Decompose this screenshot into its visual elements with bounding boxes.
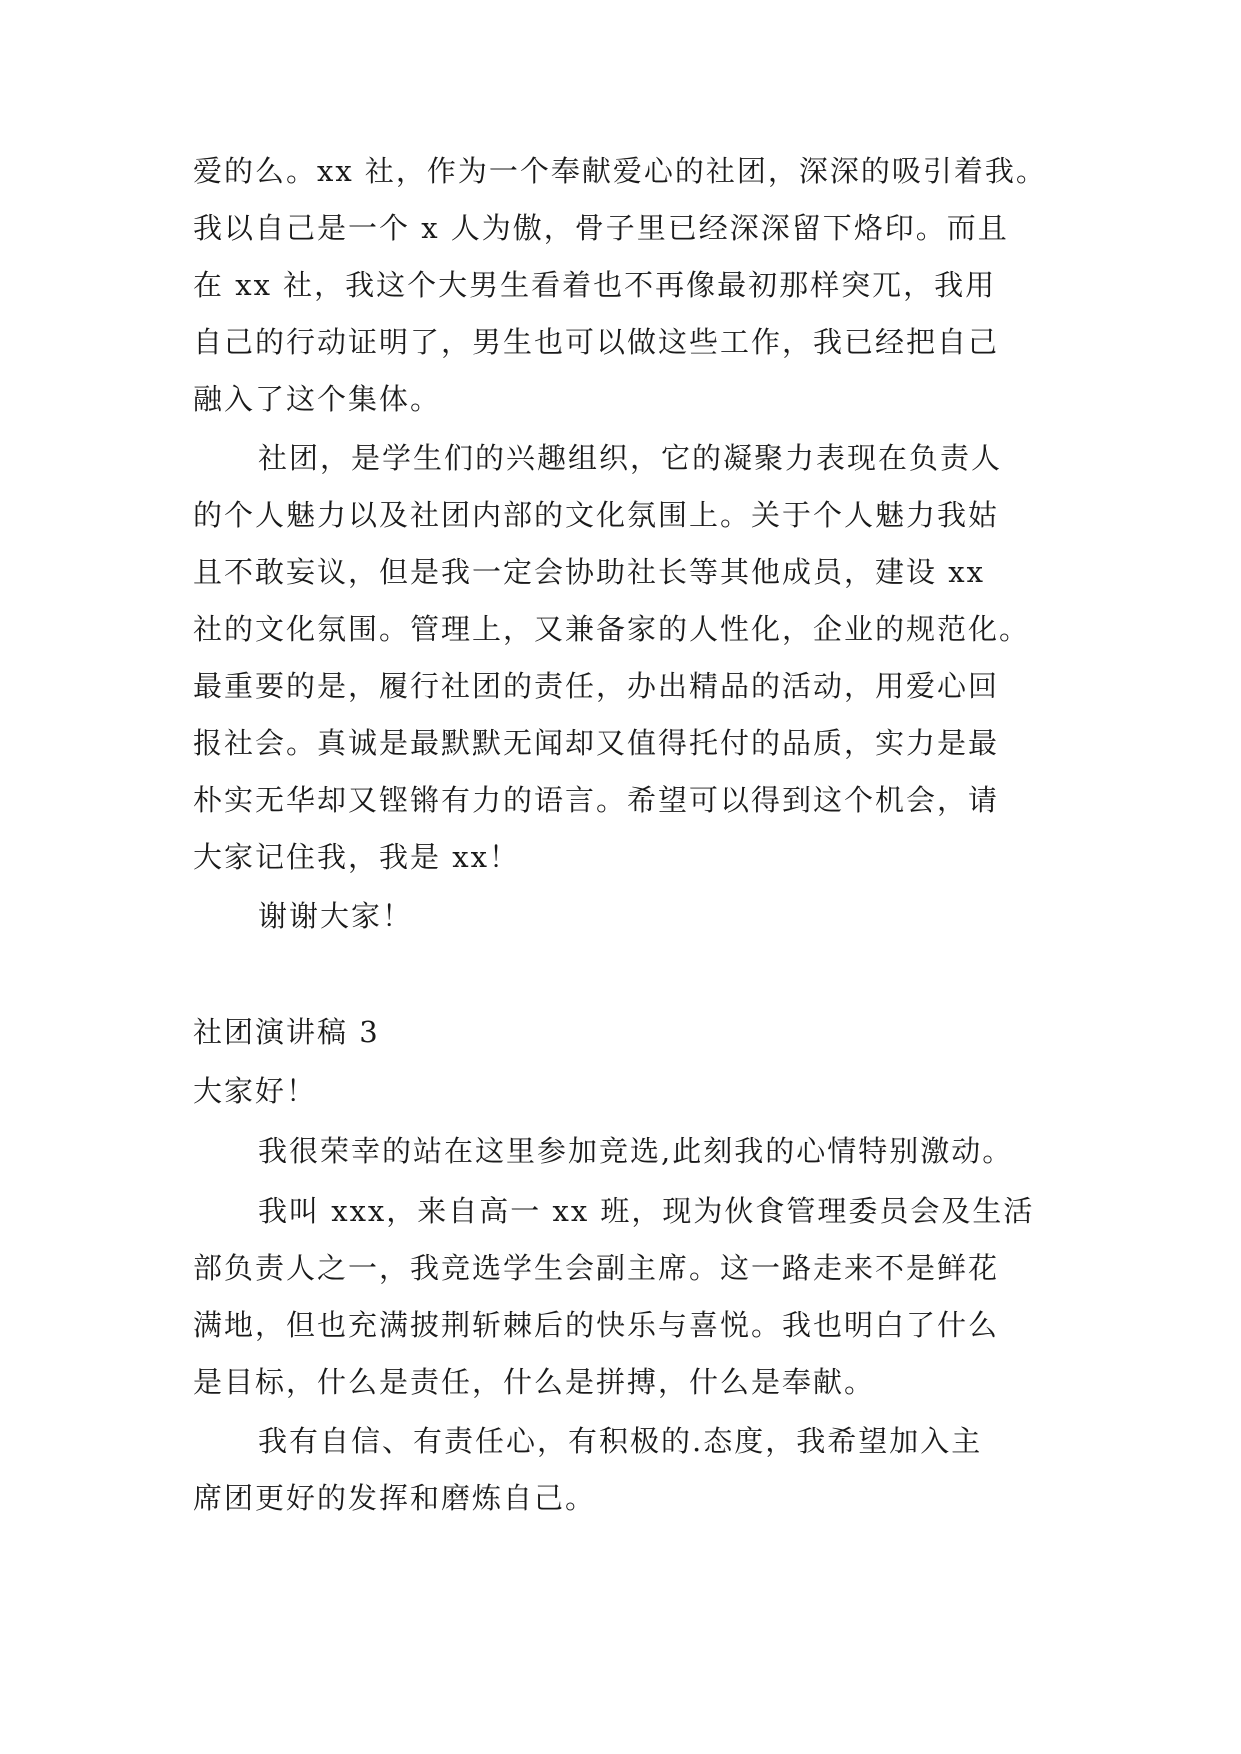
text-line: 在 xx 社，我这个大男生看着也不再像最初那样突兀，我用: [193, 268, 997, 302]
text-line: 社的文化氛围。管理上，又兼备家的人性化，企业的规范化。: [193, 612, 1031, 646]
paragraph-first-line: 我叫 xxx，来自高一 xx 班，现为伙食管理委员会及生活: [258, 1194, 1035, 1228]
text-line: 爱的么。xx 社，作为一个奉献爱心的社团，深深的吸引着我。: [193, 154, 1047, 188]
text-line: 我以自己是一个 x 人为傲，骨子里已经深深留下烙印。而且: [193, 211, 1009, 245]
text-line: 自己的行动证明了，男生也可以做这些工作，我已经把自己: [193, 325, 1000, 359]
paragraph-first-line: 社团，是学生们的兴趣组织，它的凝聚力表现在负责人: [258, 441, 1003, 475]
text-line: 最重要的是，履行社团的责任，办出精品的活动，用爱心回: [193, 669, 1000, 703]
section-heading: 社团演讲稿 3: [193, 1015, 380, 1049]
text-line: 席团更好的发挥和磨炼自己。: [193, 1481, 597, 1515]
greeting: 大家好！: [193, 1074, 318, 1108]
closing-thanks: 谢谢大家！: [258, 899, 414, 933]
paragraph-first-line: 我很荣幸的站在这里参加竞选,此刻我的心情特别激动。: [258, 1134, 1014, 1168]
text-line: 满地，但也充满披荆斩棘后的快乐与喜悦。我也明白了什么: [193, 1308, 1000, 1342]
text-line: 的个人魅力以及社团内部的文化氛围上。关于个人魅力我姑: [193, 498, 1000, 532]
text-line: 朴实无华却又铿锵有力的语言。希望可以得到这个机会，请: [193, 783, 1000, 817]
paragraph-first-line: 我有自信、有责任心，有积极的.态度，我希望加入主: [258, 1424, 983, 1458]
text-line: 大家记住我，我是 xx！: [193, 840, 520, 874]
text-line: 报社会。真诚是最默默无闻却又值得托付的品质，实力是最: [193, 726, 1000, 760]
text-line: 是目标，什么是责任，什么是拼搏，什么是奉献。: [193, 1365, 876, 1399]
text-line: 部负责人之一，我竞选学生会副主席。这一路走来不是鲜花: [193, 1251, 1000, 1285]
text-line: 且不敢妄议，但是我一定会协助社长等其他成员，建设 xx: [193, 555, 985, 589]
text-line: 融入了这个集体。: [193, 382, 442, 416]
